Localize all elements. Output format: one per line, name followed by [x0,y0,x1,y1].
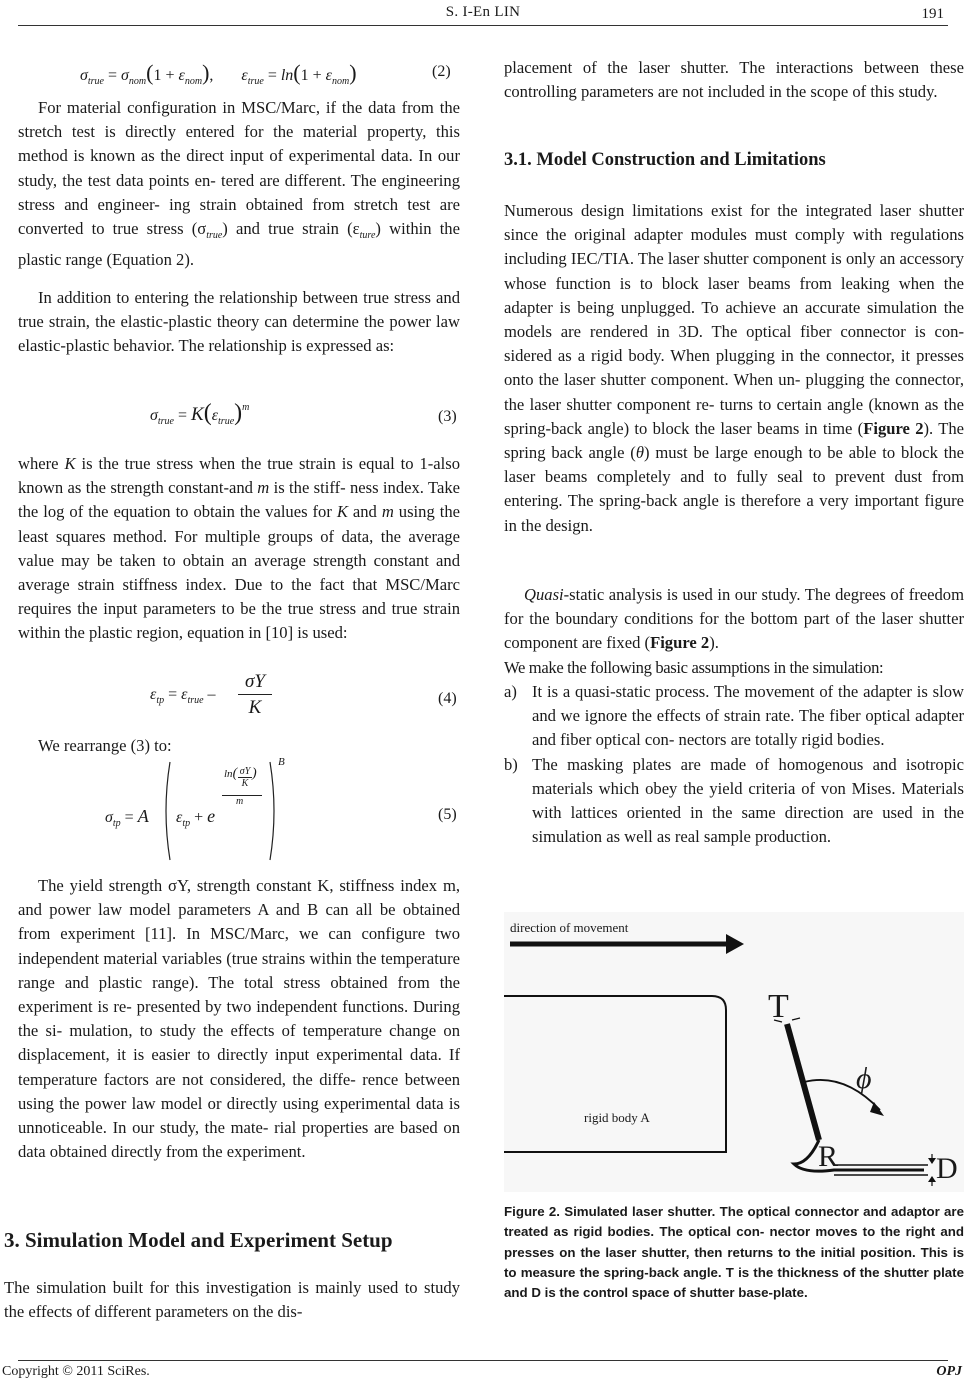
left-paragraph-1: For material configuration in MSC/Marc, if the data from the stretch test is directly entered for the material property, this method is known as the direct input of experimental data. In our study, the test data points en- tered are different. The engineering stress and engineer- ing strain obtained from stretch test are converted to true stress $(\sigma_{true})$ and true strain $(\varepsilon_{ture})$ within the plastic range (Equation 2). [18,98,460,270]
section-3-heading: 3. Simulation Model and Experiment Setup [4,1228,393,1252]
gap-label: D [936,1152,958,1185]
equation-5-exponent-m: m [236,796,244,807]
equation-5-number: (5) [438,806,457,823]
equation-3-number: (3) [438,408,457,425]
direction-label: direction of movement [510,920,629,935]
equation-3: $\sigma_{true} = K(\varepsilon_{true})^m$ [150,400,250,427]
assumption-list [504,680,964,849]
shutter-base-curve [794,1140,924,1171]
left-paragraph-2: In addition to entering the relationship between true stress and true strain, the elastic-plastic theory can determine the power law elastic-plastic behavior. The relationship is expressed as: [18,288,460,356]
angle-label: ϕ [856,1062,872,1095]
movement-arrow-head [726,934,744,954]
rigid-body-outline [504,996,726,1152]
radius-label: R [818,1140,839,1173]
figure-2 [504,912,964,1192]
page-number: 191 [921,6,944,22]
assumption-item-b: b) The masking plates are made of homogenous and isotropic materials which obey the yield criteria of von Mises. Materials with lattices oriented in the same direction are used in the simulation as well as real sample production. [504,754,964,847]
equation-2-number: (2) [432,63,451,80]
gap-arrow-top [928,1158,936,1164]
equation-5: $\sigma_{tp} = A$ [105,806,149,829]
left-paragraph-6: The simulation built for this investigation is mainly used to study the effects of different parameters on the dis- [4,1278,460,1322]
footer-journal: OPJ [936,1364,962,1379]
equation-4-fraction: σY K [238,670,272,721]
figure-2-caption: Figure 2. Simulated laser shutter. The optical connector and adaptor are treated as rigid bodies. The optical con- nector moves to the right and presses on the laser shutter, then returns to the initial position. This is to measure the spring-back angle. T is the thickness of the shutter plate and D is the control space of shutter base-plate. [504,1204,964,1301]
equation-4-number: (4) [438,690,457,707]
right-paragraph-3: Quasi-static analysis is used in our study. The degrees of freedom for the boundary conditions for the bottom part of the laser shutter component are fixed (Figure 2). We make the following basic assumptions in the simulation: [504,585,964,677]
equation-5-exponent-fraction: σY K [239,766,251,789]
equation-5-exponent-close: ) [252,766,257,781]
assumption-item-a: a) It is a quasi-static process. The movement of the adapter is slow and we ignore the effects of strain rate. The fiber optical adapter and fiber optical con- nectors are totally rigid bodies. [504,682,964,750]
equation-2: $\sigma_{true} = \sigma_{nom}(1 + \varepsilon_{nom})$, $\varepsilon_{true} = \ln(1 + \varepsilon_{nom})$ [80,60,357,87]
thickness-label: T [768,988,789,1025]
subsection-3-1-heading: 3.1. Model Construction and Limitations [504,150,826,170]
angle-arc-head [870,1102,884,1116]
footer-copyright: Copyright © 2011 SciRes. [2,1364,150,1379]
equation-4: $\varepsilon_{tp} = \varepsilon_{true}$ – [150,686,216,706]
equation-5-exponent: ln( [224,766,238,781]
header-rule [18,25,948,26]
thickness-mark-right [792,1018,800,1020]
shutter-plate [787,1024,819,1140]
left-paragraph-4: We rearrange (3) to: [38,736,172,755]
footer-rule [18,1360,948,1361]
right-paragraph-2: Numerous design limitations exist for the integrated laser shutter since the original adapter modules must comply with regulations including IEC/TIA. The laser shutter component is only an accessory whose function is to block laser beams from leaking when the adapter is being unplugged. To achieve an accurate simulation the models are rendered in 3D. The optical fiber connector is con- sidered as a rigid body. When plugging in the connector, it presses onto the laser shutter component. When un- plugging the connector, the laser shutter component re- turns to certain angle (known as the spring-back angle) to block the laser beams in time (Figure 2). The spring back angle (θ) must be large enough to be able to block the laser beams completely and to fully seal to prevent dust from entering. The spring-back angle is therefore a very important figure in the design. [504,201,964,535]
right-paragraph-1: placement of the laser shutter. The interactions between these controlling parameters are not included in the scope of this study. [504,58,964,102]
equation-5-exponent-B: B [278,756,285,768]
running-header-author: S. I-En LIN [445,4,521,20]
gap-arrow-bottom [928,1176,936,1182]
equation-5-body: $\varepsilon_{tp} + e$ [176,806,216,829]
left-paragraph-5: The yield strength σY, strength constant K, stiffness index m, and power law model parameters A and B can all be obtained from experiment [11]. In MSC/Marc, we can configure two independent material variables (true strains within the temperature range and plastic range). The total stress obtained from the experiment is re- presented by two independent functions. During the si- mulation, to study the effects of temperature change on displacement, it is easier to directly input experimental data. If temperature factors are not considered, the diffe- rence between using the power law model or directly using experimental data is unnoticeable. In our study, the mate- rial properties are based on data obtained directly from the experiment. [18,876,460,1162]
left-paragraph-3: where K is the true stress when the true strain is equal to 1-also known as the strength constant-and m is the stiff- ness index. Take the log of the equation to obtain the values for K and m using the least squares method. For multiple groups of data, the average value may be taken to obtain an average strength constant and average strain stiffness index. Due to the fact that MSC/Marc requires the input parameters to be the true stress and true strain within the plastic region, equation in [10] is used: [18,454,460,643]
figure-2-diagram [504,912,964,1192]
rigid-body-label: rigid body A [584,1110,650,1125]
